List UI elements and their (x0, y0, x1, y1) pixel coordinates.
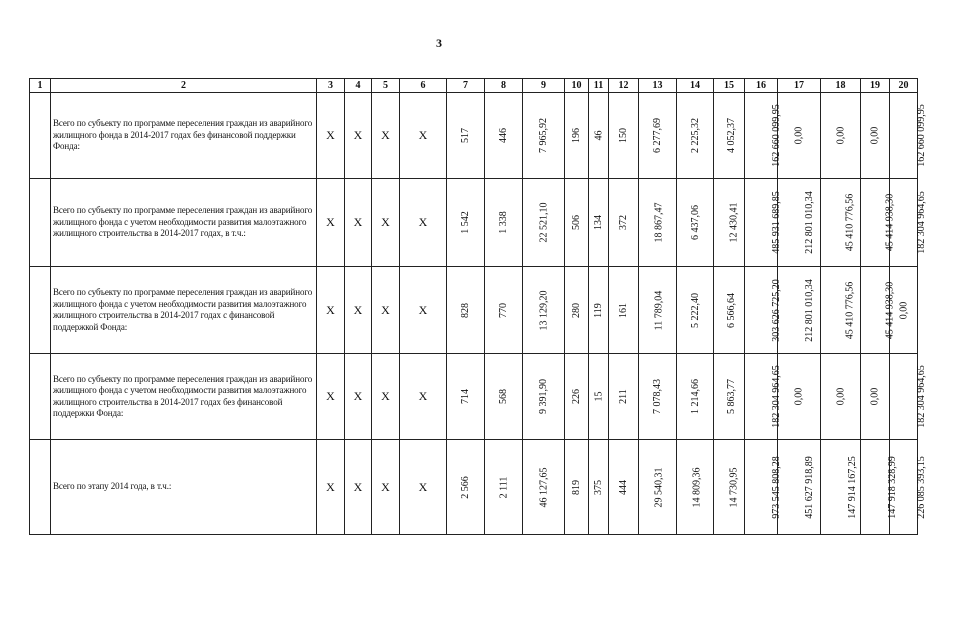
value-cell (485, 267, 523, 354)
cross-mark: X (353, 128, 363, 142)
value-text: 446 (498, 128, 509, 143)
value-cell (447, 440, 485, 535)
mark-cell (372, 267, 400, 354)
table-row (30, 267, 918, 354)
value-text: 5 222,40 (689, 292, 701, 328)
column-number-cell: 9 (523, 79, 565, 93)
mark-cell (372, 179, 400, 267)
column-number-cell: 12 (609, 79, 639, 93)
cross-mark: X (418, 389, 428, 403)
value-cell (821, 179, 861, 267)
value-text: 12 430,41 (728, 202, 740, 243)
value-text: 280 (571, 302, 582, 318)
value-cell (485, 354, 523, 440)
value-text: 0,00 (835, 126, 846, 145)
value-cell (565, 93, 589, 179)
column-number-cell: 13 (639, 79, 677, 93)
value-text: 1 542 (460, 211, 471, 234)
value-text: 770 (498, 302, 509, 318)
cross-mark: X (326, 302, 335, 317)
column-number-cell: 19 (861, 79, 890, 93)
value-cell (523, 179, 565, 267)
value-cell (861, 440, 898, 535)
value-cell (745, 93, 782, 179)
value-text: 226 (571, 389, 582, 404)
value-text: 162 660 099,95 (915, 104, 927, 167)
value-text: 196 (571, 128, 582, 143)
value-cell (745, 267, 782, 354)
column-number-cell: 11 (589, 79, 609, 93)
value-cell (639, 93, 677, 179)
mark-cell (372, 440, 400, 535)
cross-mark: X (418, 302, 428, 317)
value-cell (485, 179, 523, 267)
value-text: 182 304 964,65 (915, 365, 927, 428)
mark-cell (317, 354, 345, 440)
value-text: 1 338 (498, 211, 509, 234)
value-cell (745, 179, 782, 267)
value-cell (745, 354, 782, 440)
row-index-cell (30, 354, 51, 440)
value-text: 6 277,69 (652, 118, 663, 153)
value-text: 7 965,92 (538, 118, 549, 153)
value-cell (447, 93, 485, 179)
value-text: 828 (460, 302, 471, 318)
value-text: 15 (593, 391, 604, 402)
value-cell (677, 93, 714, 179)
value-cell (639, 179, 677, 267)
value-cell (714, 267, 745, 354)
value-cell (714, 354, 745, 440)
row-index-cell (30, 179, 51, 267)
value-cell (714, 93, 745, 179)
value-cell (485, 440, 523, 535)
value-cell (714, 179, 745, 267)
value-text: 714 (460, 389, 471, 404)
mark-cell (345, 179, 372, 267)
row-index-cell (30, 93, 51, 179)
value-text: 819 (571, 479, 582, 495)
cross-mark: X (418, 128, 428, 142)
table-row (30, 440, 918, 535)
mark-cell (400, 354, 447, 440)
value-text: 147 914 167,25 (846, 455, 858, 519)
value-text: 568 (498, 389, 509, 404)
value-cell (821, 440, 861, 535)
value-text: 2 566 (460, 475, 471, 499)
mark-cell (317, 267, 345, 354)
table-row (30, 93, 918, 179)
value-text: 0,00 (793, 387, 805, 406)
value-text: 45 414 938,30 (884, 193, 896, 252)
mark-cell (345, 93, 372, 179)
row-description: Всего по субъекту по программе переселения граждан из аварийного жилищного фонда в 2014-2017 годах без финансовой поддержки Фонда: (51, 93, 317, 179)
value-text: 1 214,66 (689, 379, 701, 414)
cross-mark: X (381, 302, 390, 317)
column-number-cell: 18 (821, 79, 861, 93)
value-text: 226 085 393,15 (915, 455, 927, 519)
value-cell (677, 179, 714, 267)
column-number-cell: 15 (714, 79, 745, 93)
mark-cell (400, 440, 447, 535)
column-number-cell: 20 (890, 79, 918, 93)
column-number-cell: 1 (30, 79, 51, 93)
value-text: 18 867,47 (653, 202, 665, 243)
value-text: 9 391,90 (538, 379, 549, 414)
mark-cell (400, 93, 447, 179)
value-cell (447, 179, 485, 267)
cross-mark: X (353, 215, 363, 229)
value-cell (639, 440, 677, 535)
value-text: 161 (618, 302, 629, 318)
column-number-cell: 7 (447, 79, 485, 93)
value-text: 13 129,20 (538, 290, 549, 330)
value-text: 212 801 010,34 (803, 191, 815, 254)
row-index-cell (30, 267, 51, 354)
value-text: 485 931 689,85 (770, 191, 782, 254)
value-text: 444 (618, 479, 629, 495)
mark-cell (372, 354, 400, 440)
column-number-cell: 4 (345, 79, 372, 93)
value-text: 14 809,36 (691, 467, 703, 507)
value-cell (861, 93, 890, 179)
value-cell (821, 267, 861, 354)
value-cell (861, 179, 896, 267)
row-description: Всего по субъекту по программе переселения граждан из аварийного жилищного фонда с учетом необходимости развития малоэтажного жилищного строительства в 2014-2017 годах с финансовой поддержкой Фонда: (51, 267, 317, 354)
value-cell (609, 267, 639, 354)
cross-mark: X (326, 128, 335, 142)
value-cell (589, 440, 609, 535)
cross-mark: X (353, 302, 363, 317)
table-row (30, 354, 918, 440)
column-number-cell: 17 (778, 79, 821, 93)
mark-cell (345, 440, 372, 535)
value-text: 2 111 (497, 476, 509, 498)
column-number-cell: 5 (372, 79, 400, 93)
value-text: 7 078,43 (652, 379, 663, 414)
value-text: 29 540,31 (653, 467, 665, 507)
column-number-cell: 10 (565, 79, 589, 93)
mark-cell (345, 267, 372, 354)
value-cell (778, 179, 821, 267)
value-cell (609, 179, 639, 267)
cross-mark: X (326, 479, 335, 494)
value-cell (890, 93, 927, 179)
value-cell (677, 440, 714, 535)
mark-cell (400, 179, 447, 267)
mark-cell (400, 267, 447, 354)
data-table (29, 78, 927, 535)
value-cell (861, 267, 896, 354)
value-cell (639, 354, 677, 440)
value-cell (639, 267, 677, 354)
value-text: 973 545 808,28 (770, 455, 782, 519)
value-text: 0,00 (869, 387, 881, 406)
cross-mark: X (326, 389, 335, 403)
value-cell (447, 354, 485, 440)
value-cell (778, 440, 821, 535)
value-text: 182 304 964,65 (915, 191, 927, 254)
value-cell (523, 440, 565, 535)
value-text: 22 521,10 (538, 202, 549, 243)
value-cell (523, 354, 565, 440)
cross-mark: X (381, 215, 390, 229)
value-cell (677, 267, 714, 354)
column-number-row (30, 79, 918, 93)
column-number-cell: 2 (51, 79, 317, 93)
value-cell (890, 354, 927, 440)
value-cell (589, 179, 609, 267)
value-text: 6 566,64 (726, 292, 737, 328)
value-text: 0,00 (898, 301, 909, 319)
value-text: 212 801 010,34 (803, 278, 815, 342)
column-number-cell: 16 (745, 79, 778, 93)
row-description: Всего по этапу 2014 года, в т.ч.: (51, 440, 317, 535)
table-row (30, 179, 918, 267)
value-text: 372 (618, 215, 629, 230)
mark-cell (345, 354, 372, 440)
value-text: 45 414 938,30 (884, 281, 896, 339)
value-text: 2 225,32 (689, 118, 701, 153)
value-text: 46 127,65 (538, 467, 549, 507)
value-text: 0,00 (835, 387, 846, 406)
column-number-cell: 3 (317, 79, 345, 93)
value-text: 45 410 776,56 (844, 281, 856, 339)
value-cell (447, 267, 485, 354)
value-text: 517 (460, 128, 471, 143)
value-text: 303 626 725,20 (770, 278, 782, 342)
value-text: 451 627 918,89 (803, 455, 815, 519)
value-text: 46 (593, 130, 604, 141)
value-cell (677, 354, 714, 440)
value-text: 45 410 776,56 (844, 193, 856, 252)
value-text: 506 (571, 215, 582, 230)
value-cell (745, 440, 782, 535)
value-cell (861, 354, 890, 440)
cross-mark: X (418, 215, 428, 229)
value-text: 211 (617, 389, 629, 404)
value-text: 5 863,77 (726, 379, 737, 414)
value-cell (821, 354, 861, 440)
value-text: 0,00 (793, 126, 805, 145)
value-cell (714, 440, 745, 535)
value-cell (821, 93, 861, 179)
mark-cell (317, 93, 345, 179)
row-index-cell (30, 440, 51, 535)
cross-mark: X (381, 128, 390, 142)
value-cell (565, 440, 589, 535)
value-text: 14 730,95 (728, 467, 740, 507)
mark-cell (317, 440, 345, 535)
value-text: 162 660 099,95 (770, 104, 782, 167)
value-text: 119 (592, 302, 604, 318)
mark-cell (372, 93, 400, 179)
cross-mark: X (381, 479, 390, 494)
value-cell (589, 267, 609, 354)
cross-mark: X (418, 479, 428, 494)
row-description: Всего по субъекту по программе переселения граждан из аварийного жилищного фонда с учетом необходимости развития малоэтажного жилищного строительства в 2014-2017 годах, в т.ч.: (51, 179, 317, 267)
value-cell (778, 267, 821, 354)
value-text: 150 (618, 128, 629, 143)
value-text: 11 789,04 (653, 290, 665, 330)
cross-mark: X (353, 389, 363, 403)
value-cell (589, 93, 609, 179)
value-cell (565, 179, 589, 267)
value-text: 134 (593, 215, 604, 230)
mark-cell (317, 179, 345, 267)
value-text: 6 437,06 (689, 205, 701, 240)
cross-mark: X (381, 389, 390, 403)
value-text: 147 918 328,99 (886, 455, 898, 519)
row-description: Всего по субъекту по программе переселения граждан из аварийного жилищного фонда с учетом необходимости развития малоэтажного жилищного строительства в 2014-2017 годах без финансовой поддержки Фонда: (51, 354, 317, 440)
value-cell (778, 354, 821, 440)
value-cell (609, 93, 639, 179)
value-cell (589, 354, 609, 440)
column-number-cell: 6 (400, 79, 447, 93)
column-number-cell: 14 (677, 79, 714, 93)
value-cell (609, 440, 639, 535)
value-cell (565, 267, 589, 354)
page-number: 3 (436, 36, 442, 50)
cross-mark: X (353, 479, 363, 494)
column-number-cell: 8 (485, 79, 523, 93)
cross-mark: X (326, 215, 335, 229)
value-cell (523, 93, 565, 179)
value-cell (609, 354, 639, 440)
value-text: 0,00 (869, 126, 881, 145)
value-text: 182 304 964,65 (770, 365, 782, 428)
value-text: 375 (593, 479, 604, 495)
value-cell (778, 93, 821, 179)
value-cell (485, 93, 523, 179)
value-cell (565, 354, 589, 440)
value-cell (523, 267, 565, 354)
value-text: 4 052,37 (726, 118, 737, 153)
